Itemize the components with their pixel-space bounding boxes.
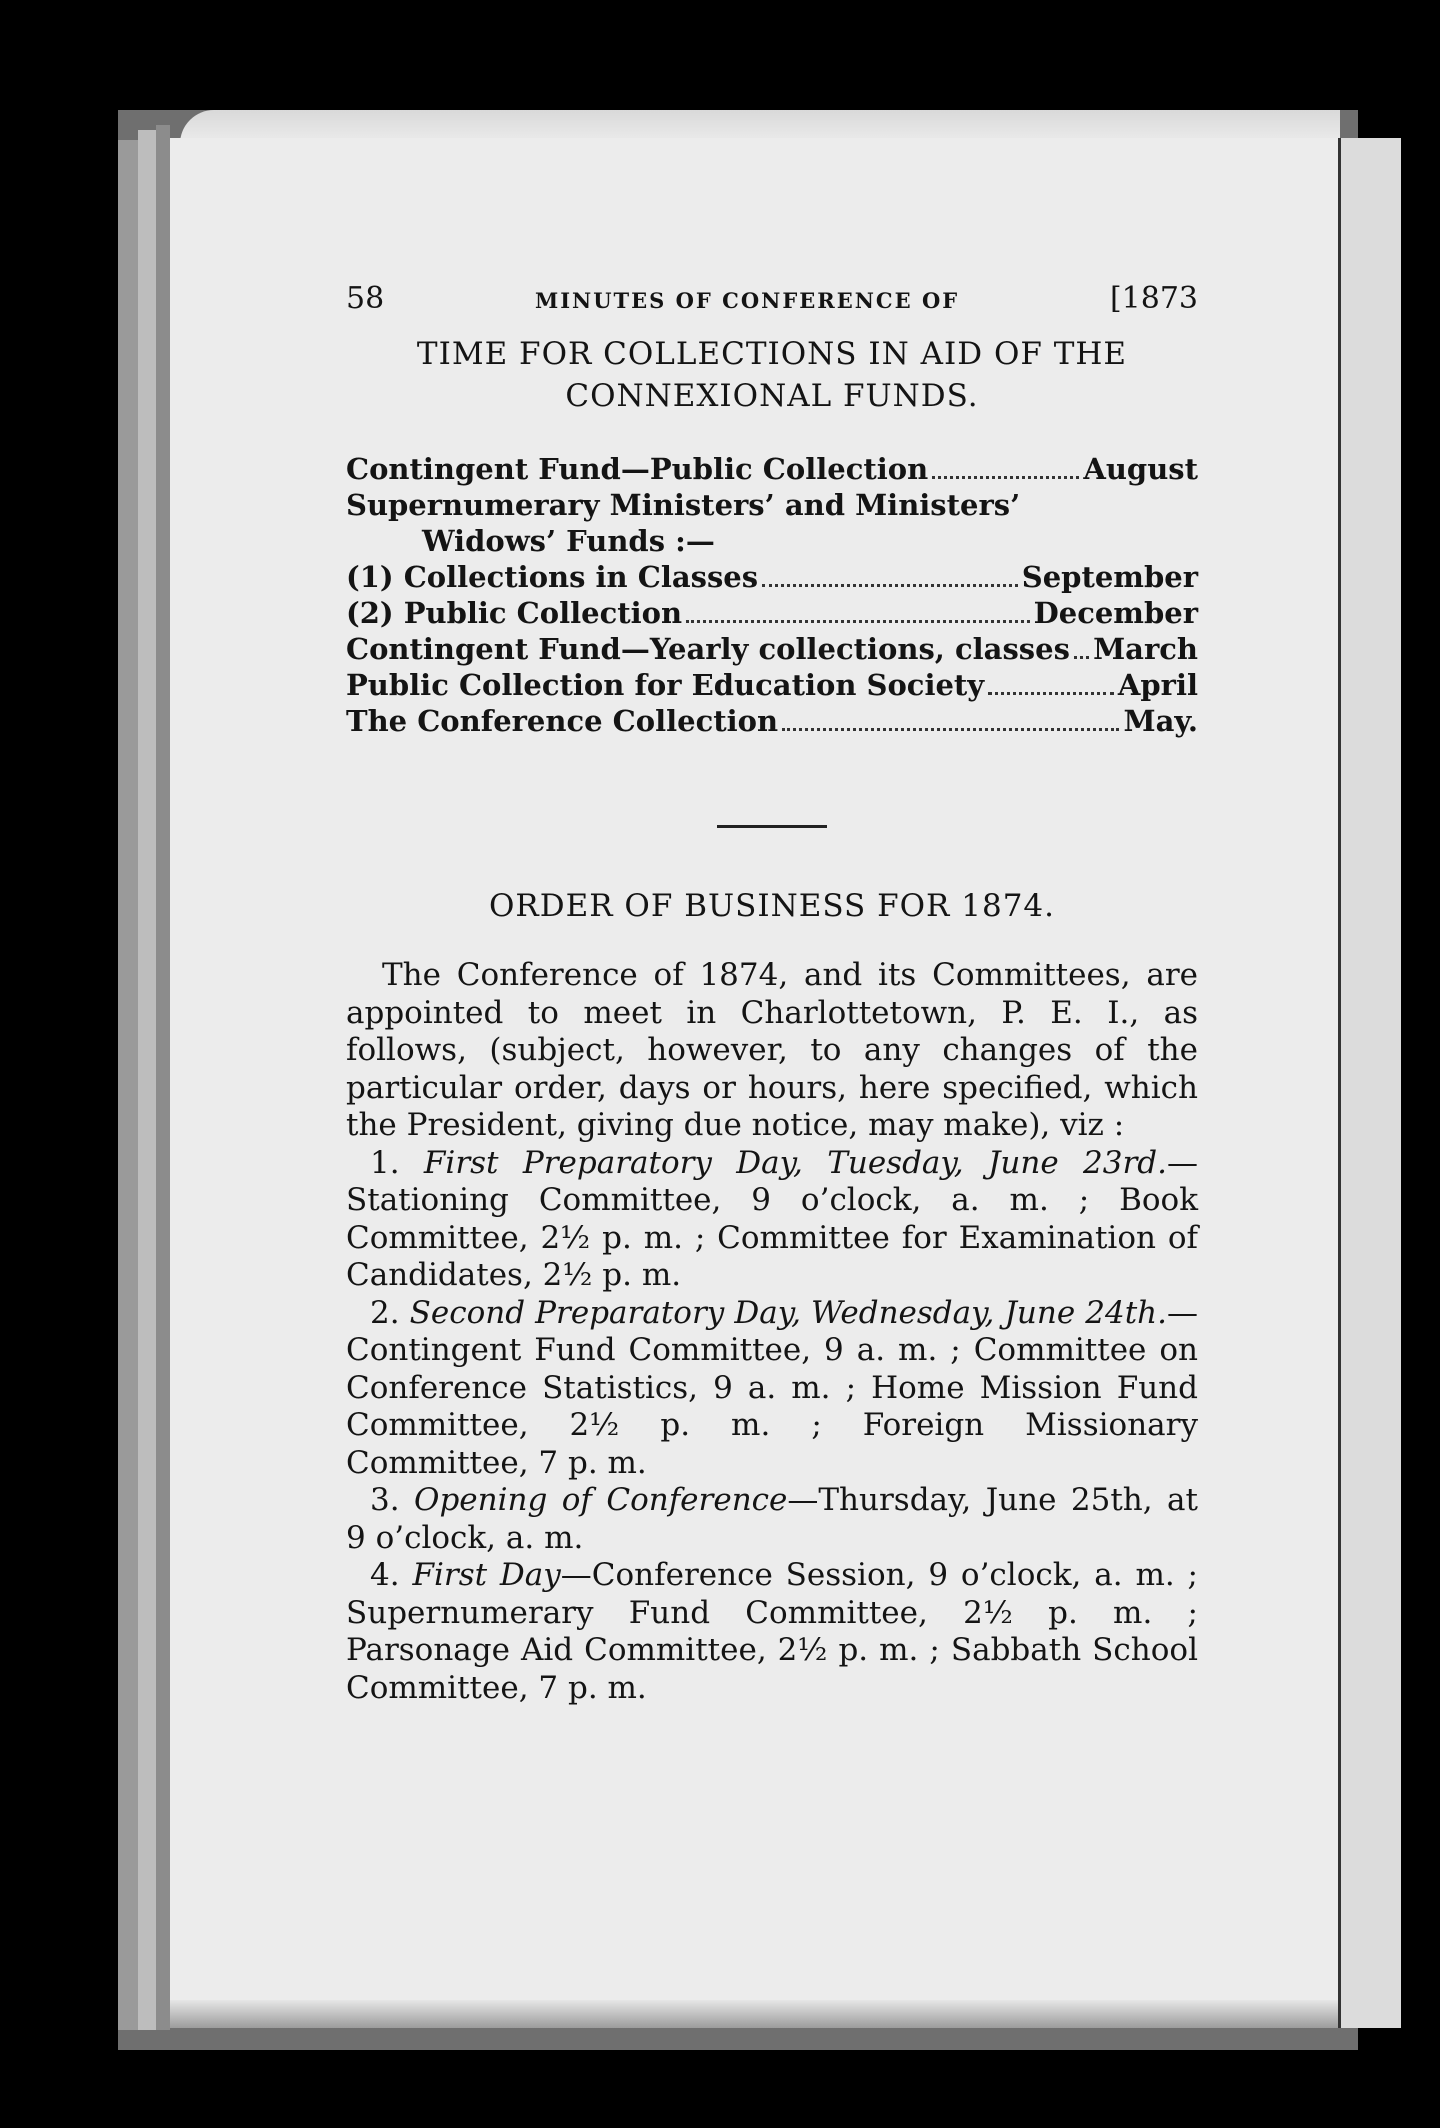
leader-dots [988, 692, 1114, 695]
fund-month: March [1093, 632, 1198, 666]
fund-label: Supernumerary Ministers’ and Ministers’ [346, 488, 1021, 522]
fund-month: May. [1123, 704, 1198, 738]
item-heading: First Day [412, 1557, 561, 1593]
fund-label: Contingent Fund—Yearly collections, classes [346, 632, 1070, 666]
page-edge [156, 125, 170, 2030]
leader-dots [782, 728, 1119, 731]
fund-month: April [1117, 668, 1198, 702]
leader-dots [1074, 656, 1089, 659]
leader-dots [762, 584, 1018, 587]
list-item [346, 1295, 1198, 1483]
item-text: —Conference Session, 9 o’clock, a. m. ; Supernumerary Fund Committee, 2½ p. m. ; Parsonage Aid Committee, 2½ p. m. ; Sabbath School Committee, 7 p. m. [346, 1557, 1199, 1706]
item-heading: First Preparatory Day, Tuesday, June 23rd. [423, 1144, 1167, 1181]
list-item [346, 451, 1198, 487]
running-head [346, 280, 1198, 319]
leader-dots [686, 620, 1030, 623]
list-item [346, 667, 1198, 703]
item-number: 4. [370, 1557, 400, 1593]
fund-label: Public Collection for Education Society [346, 668, 985, 702]
list-item [346, 559, 1198, 595]
item-number: 3. [370, 1482, 400, 1518]
fund-label: (1) Collections in Classes [346, 560, 759, 594]
running-title: MINUTES OF CONFERENCE OF [534, 288, 960, 313]
fund-month: December [1033, 596, 1198, 630]
item-number: 1. [370, 1144, 400, 1181]
page-edge [118, 140, 138, 2030]
list-item [346, 1557, 1198, 1707]
fund-label: Widows’ Funds :— [422, 524, 715, 558]
list-item [346, 631, 1198, 667]
business-intro: The Conference of 1874, and its Committees, are appointed to meet in Charlottetown, P. E. I., as follows, (subject, however, to any changes of the particular order, days or hours, here specified, which the President, giving due notice, may make), viz : [346, 957, 1198, 1143]
list-item [346, 1145, 1198, 1295]
leader-dots [932, 476, 1079, 479]
running-year: [1873 [1109, 281, 1198, 316]
list-item [346, 595, 1198, 631]
collections-title [346, 333, 1198, 417]
item-text: —Stationing Committee, 9 o’clock, a. m. ; Book Committee, 2½ p. m. ; Committee for Examination of Candidates, 2½ p. m. [346, 1144, 1198, 1293]
collections-title-line1: TIME FOR COLLECTIONS IN AID OF THE [416, 336, 1128, 372]
item-heading: Opening of Conference [414, 1482, 788, 1518]
business-title: ORDER OF BUSINESS FOR 1874. [488, 888, 1055, 924]
item-text: —Contingent Fund Committee, 9 a. m. ; Committee on Conference Statistics, 9 a. m. ; Home Mission Fund Committee, 2½ p. m. ; Foreign Missionary Committee, 7 p. m. [346, 1294, 1198, 1481]
page-content [346, 280, 1198, 1707]
item-text: —Thursday, June 25th, at 9 o’clock, a. m. [346, 1482, 1198, 1556]
list-item [346, 1482, 1198, 1557]
fund-label: (2) Public Collection [346, 596, 683, 630]
item-number: 2. [370, 1294, 400, 1331]
list-item [346, 487, 1198, 523]
page-edge [138, 130, 156, 2030]
collections-list [346, 451, 1198, 739]
fund-label: The Conference Collection [346, 704, 779, 738]
section-divider [717, 825, 827, 828]
collections-title-line2: CONNEXIONAL FUNDS. [565, 378, 979, 414]
list-item [346, 523, 1198, 559]
fund-month: August [1083, 452, 1198, 486]
business-body [346, 957, 1198, 1707]
page-number: 58 [346, 281, 385, 316]
fund-month: September [1021, 560, 1198, 594]
facing-page-edge [1338, 138, 1401, 2028]
page-bottom-shadow [170, 2000, 1338, 2028]
list-item [346, 703, 1198, 739]
fund-label: Contingent Fund—Public Collection [346, 452, 929, 486]
item-heading: Second Preparatory Day, Wednesday, June 24th. [409, 1294, 1167, 1331]
